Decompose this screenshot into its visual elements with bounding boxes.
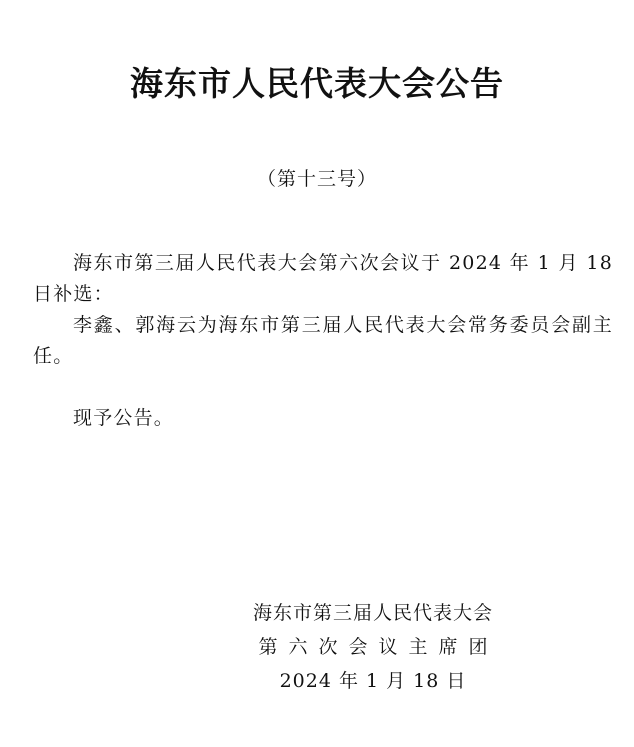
document-number: （第十三号） — [256, 168, 377, 190]
closing-statement: 现予公告。 — [73, 407, 175, 429]
signature-organization: 海东市第三届人民代表大会 — [252, 602, 493, 624]
body-paragraph-election: 海东市第三届人民代表大会第六次会议于 2024 年 1 月 18 日补选： — [33, 252, 613, 305]
signature-block — [243, 596, 503, 698]
document-body — [33, 248, 613, 434]
body-paragraph-appointees: 李鑫、郭海云为海东市第三届人民代表大会常务委员会副主任。 — [33, 314, 613, 367]
signature-date: 2024 年 1 月 18 日 — [279, 670, 467, 692]
signature-committee: 第六次会议主席团 — [258, 636, 499, 658]
document-title: 海东市人民代表大会公告 — [130, 64, 504, 103]
